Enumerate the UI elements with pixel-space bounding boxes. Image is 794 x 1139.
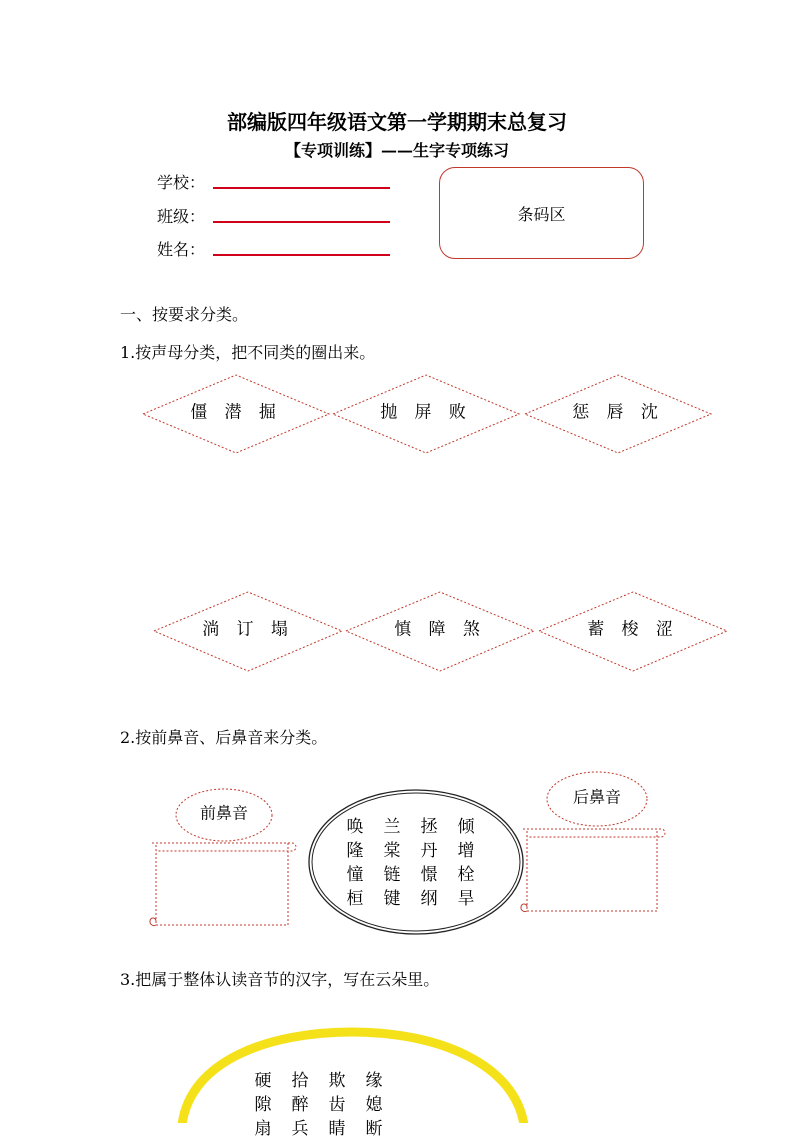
diamond-label-4: 淌 订 塌 [202,619,294,640]
barcode-label: 条码区 [517,204,566,224]
class-label: 班级： [157,207,206,226]
cloud-shape [182,1032,524,1123]
cloud-char: 隙 [254,1095,272,1115]
circle-char: 倾 [457,817,475,837]
page-title: 部编版四年级语文第一学期期末总复习 [227,110,567,134]
cloud-char: 欺 [328,1071,346,1091]
cloud-char: 硬 [254,1071,272,1091]
cloud-char: 断 [365,1119,383,1139]
cloud-char: 齿 [328,1095,346,1115]
circle-char: 链 [383,865,401,885]
circle-char: 桓 [346,889,364,909]
cloud-char: 扇 [254,1119,272,1139]
circle-char: 旱 [457,889,475,909]
circle-char: 纲 [420,889,438,909]
circle-char: 丹 [420,841,438,861]
circle-char: 憧 [346,865,364,885]
cloud-char: 兵 [291,1119,309,1139]
circle-char: 键 [383,889,401,909]
circle-char: 兰 [383,817,401,837]
question-2: 2.按前鼻音、后鼻音来分类。 [120,728,328,747]
cloud-char: 睛 [328,1119,346,1139]
back-nasal-label: 后鼻音 [572,787,622,807]
section-heading: 一、按要求分类。 [120,305,249,324]
back-nasal-answer-box [527,829,657,911]
front-nasal-answer-box [156,843,288,925]
diamond-label-1: 僵 潜 掘 [190,402,282,423]
diamond-label-3: 惩 唇 沈 [572,402,664,423]
cloud-char: 拾 [291,1071,309,1091]
front-nasal-label: 前鼻音 [199,803,249,823]
question-1: 1.按声母分类，把不同类的圈出来。 [120,343,376,362]
page-subtitle: 【专项训练】——生字专项练习 [284,141,509,160]
cloud-char: 缘 [365,1071,383,1091]
circle-char: 增 [457,841,475,861]
cloud-char: 媳 [365,1095,383,1115]
circle-char: 棠 [383,841,401,861]
cloud-char: 醉 [291,1095,309,1115]
circle-char: 隆 [346,841,364,861]
name-label: 姓名： [157,240,206,259]
circle-char: 唤 [346,817,364,837]
diamond-label-6: 蓄 梭 涩 [587,619,679,640]
diamond-label-2: 抛 屏 败 [380,402,472,423]
circle-char: 栓 [457,865,475,885]
diamond-label-5: 慎 障 煞 [394,619,486,640]
question-3: 3.把属于整体认读音节的汉字，写在云朵里。 [120,970,440,989]
circle-char: 憬 [420,865,438,885]
circle-char: 拯 [420,817,438,837]
school-label: 学校： [157,173,206,192]
